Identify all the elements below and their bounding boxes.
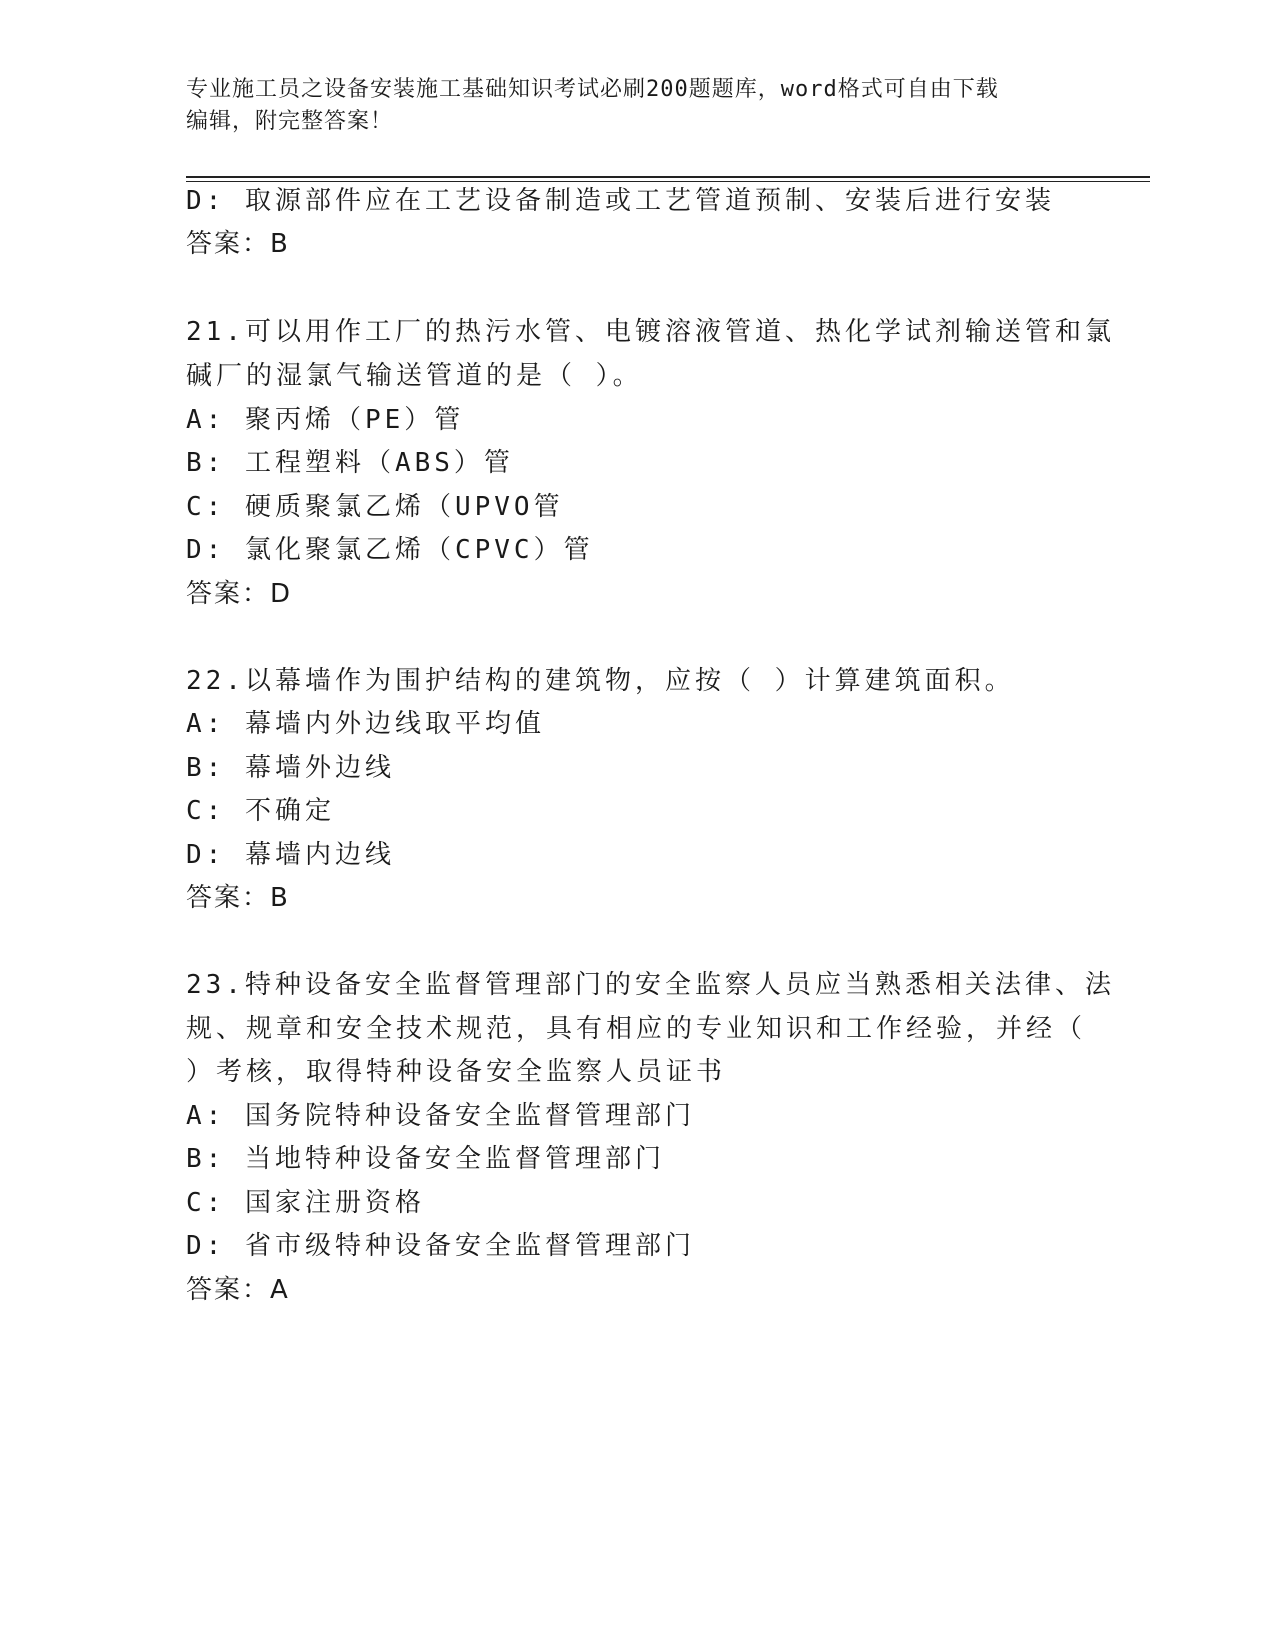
q21-option-c: C: 硬质聚氯乙烯（UPVO管: [186, 492, 564, 522]
q22-answer: 答案：B: [186, 883, 290, 913]
q22-option-d: D: 幕墙内边线: [186, 840, 395, 870]
q23-option-a: A: 国务院特种设备安全监督管理部门: [186, 1101, 695, 1131]
q23-option-d: D: 省市级特种设备安全监督管理部门: [186, 1231, 695, 1261]
q21-stem-line-2: 碱厂的湿氯气输送管道的是（ ）。: [186, 361, 643, 391]
q22-option-b: B: 幕墙外边线: [186, 753, 395, 783]
header-line-2: 编辑，附完整答案！: [186, 109, 394, 134]
header-line-1: 专业施工员之设备安装施工基础知识考试必刷200题题库，word格式可自由下载: [186, 77, 999, 102]
q21-option-d: D: 氯化聚氯乙烯（CPVC）管: [186, 535, 594, 565]
prev-question-answer: 答案：B: [186, 229, 290, 259]
q22-stem-line-1: 22.以幕墙作为围护结构的建筑物，应按（ ）计算建筑面积。: [186, 666, 1015, 696]
q23-stem-line-1: 23.特种设备安全监督管理部门的安全监察人员应当熟悉相关法律、法: [186, 970, 1115, 1000]
q23-answer: 答案：A: [186, 1275, 290, 1305]
header-divider-thin: [186, 181, 1150, 182]
q22-option-c: C: 不确定: [186, 796, 335, 826]
q22-option-a: A: 幕墙内外边线取平均值: [186, 709, 545, 739]
q21-option-a: A: 聚丙烯（PE）管: [186, 405, 465, 435]
header-divider-thick: [186, 176, 1150, 178]
q23-stem-line-3: ）考核，取得特种设备安全监察人员证书: [186, 1057, 727, 1087]
q23-stem-line-2: 规、规章和安全技术规范，具有相应的专业知识和工作经验，并经（: [186, 1014, 1087, 1044]
q21-answer: 答案：D: [186, 579, 293, 609]
prev-question-option-d: D: 取源部件应在工艺设备制造或工艺管道预制、安装后进行安装: [186, 186, 1055, 216]
q21-option-b: B: 工程塑料（ABS）管: [186, 448, 514, 478]
document-header: [186, 74, 1066, 138]
q23-option-c: C: 国家注册资格: [186, 1188, 425, 1218]
q21-stem-line-1: 21.可以用作工厂的热污水管、电镀溶液管道、热化学试剂输送管和氯: [186, 317, 1115, 347]
q23-option-b: B: 当地特种设备安全监督管理部门: [186, 1144, 665, 1174]
